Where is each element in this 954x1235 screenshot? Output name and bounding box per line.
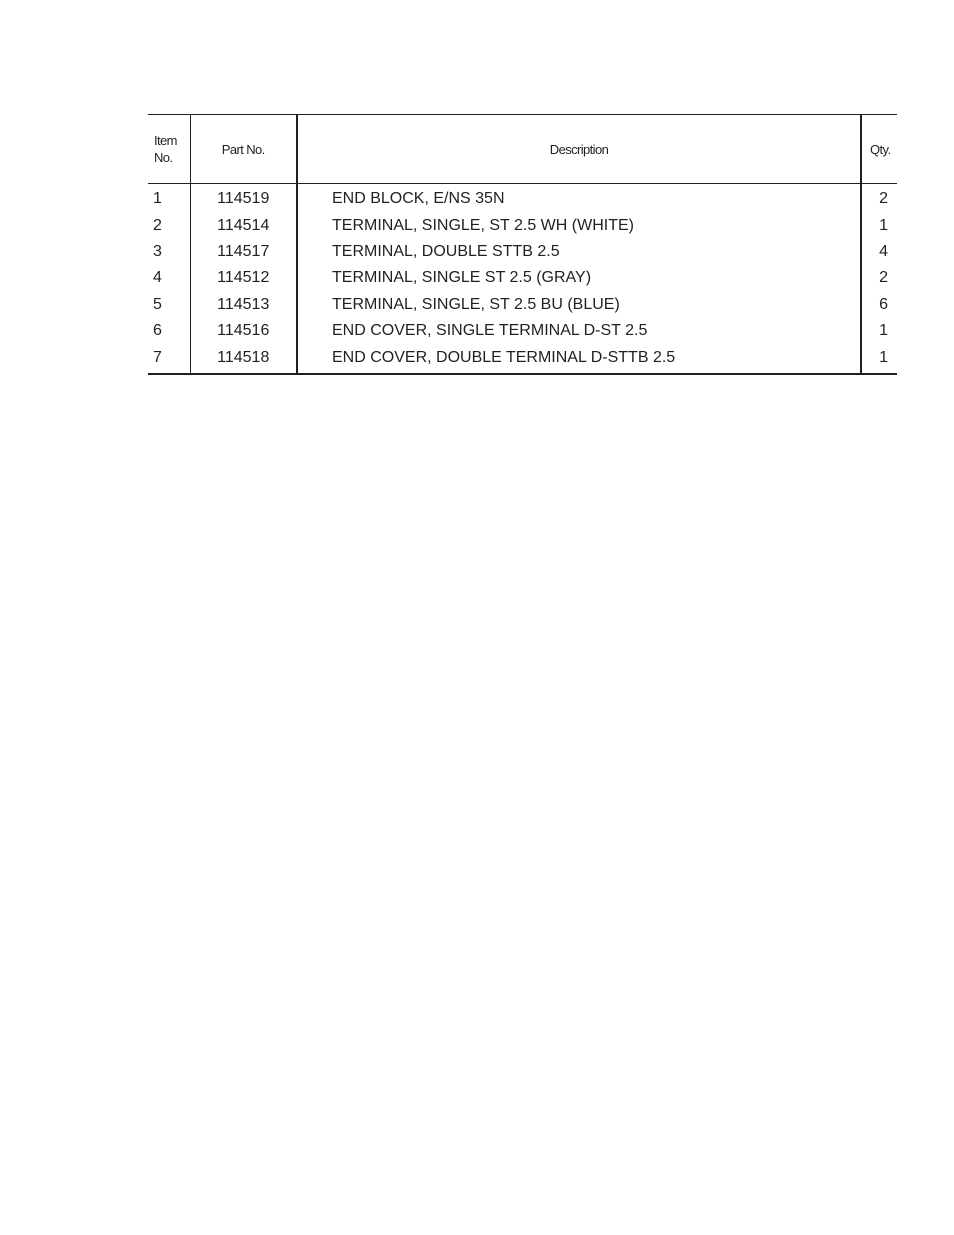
cell-description: TERMINAL, SINGLE, ST 2.5 BU (BLUE) <box>297 292 861 318</box>
cell-item-no: 4 <box>153 269 162 287</box>
cell-qty: 4 <box>861 239 897 265</box>
cell-item-no: 2 <box>153 216 162 234</box>
cell-part-no: 114513 <box>190 292 297 318</box>
cell-part-no: 114514 <box>190 212 297 238</box>
cell-description: TERMINAL, SINGLE, ST 2.5 WH (WHITE) <box>297 212 861 238</box>
cell-qty: 1 <box>861 318 897 344</box>
cell-part-no: 114516 <box>190 318 297 344</box>
table-row <box>148 292 897 318</box>
header-part-no: Part No. <box>190 115 297 184</box>
cell-qty: 1 <box>861 344 897 373</box>
cell-qty: 6 <box>861 292 897 318</box>
cell-qty: 2 <box>861 184 897 213</box>
table-row <box>148 239 897 265</box>
table-row <box>148 184 897 213</box>
header-item-line2: No. <box>154 150 173 165</box>
table-row <box>148 344 897 373</box>
table-row <box>148 212 897 238</box>
table-row <box>148 318 897 344</box>
parts-list-table <box>148 114 897 375</box>
cell-part-no: 114519 <box>190 184 297 213</box>
cell-qty: 2 <box>861 265 897 291</box>
cell-item-no: 5 <box>153 295 162 313</box>
table-header <box>148 115 897 184</box>
cell-part-no: 114518 <box>190 344 297 373</box>
cell-description: TERMINAL, SINGLE ST 2.5 (GRAY) <box>297 265 861 291</box>
header-qty: Qty. <box>861 115 897 184</box>
header-item-no <box>148 115 190 184</box>
cell-description: END BLOCK, E/NS 35N <box>297 184 861 213</box>
cell-part-no: 114517 <box>190 239 297 265</box>
header-row <box>148 115 897 184</box>
cell-description: END COVER, DOUBLE TERMINAL D-STTB 2.5 <box>297 344 861 373</box>
table-body <box>148 184 897 374</box>
cell-item-no: 6 <box>153 322 162 340</box>
cell-qty: 1 <box>861 212 897 238</box>
cell-item-no: 3 <box>153 242 162 260</box>
cell-item-no: 7 <box>148 344 190 373</box>
cell-part-no: 114512 <box>190 265 297 291</box>
cell-item-no: 1 <box>153 190 162 208</box>
cell-description: TERMINAL, DOUBLE STTB 2.5 <box>297 239 861 265</box>
table-row <box>148 265 897 291</box>
header-description: Description <box>297 115 861 184</box>
header-item-line1: Item <box>154 133 177 148</box>
cell-description: END COVER, SINGLE TERMINAL D-ST 2.5 <box>297 318 861 344</box>
